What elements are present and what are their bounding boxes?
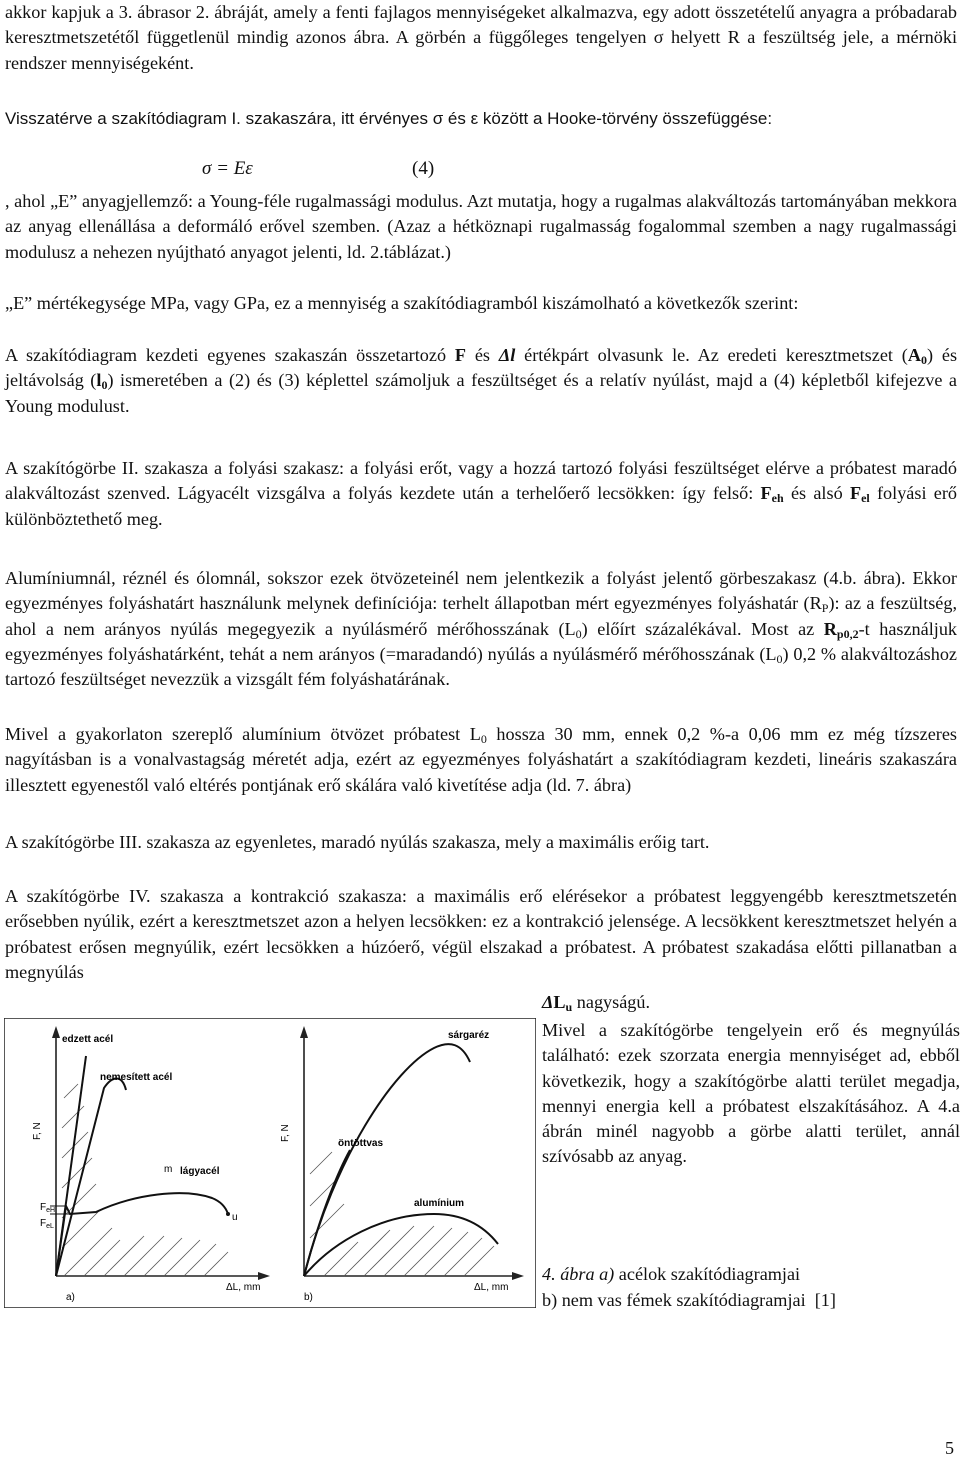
paragraph-intro: akkor kapjuk a 3. ábrasor 2. ábráját, amely a fenti fajlagos mennyiségeket alkalmazva, egy adott összetételű anyagra a próbadarab keresztmetszetétől függetlenül mindig azonos ábra. A görbén a függőleges tengelyen σ helyett R a feszültség jele, a mérnöki rendszer mennyiségeként. [5, 2, 957, 73]
x-axis-label-a: ΔL, mm [226, 1282, 261, 1293]
page-number: 5 [945, 1438, 954, 1458]
label-tempered-steel: nemesített acél [100, 1072, 173, 1083]
label-cast-iron: öntöttvas [338, 1138, 383, 1149]
panel-label-a: a) [66, 1292, 75, 1303]
label-aluminium: alumínium [414, 1198, 465, 1209]
figure-caption-line1: 4. ábra a) acélok szakítódiagramjai [542, 1264, 801, 1284]
delta-lu-line: $\Delta L_u$ nagyságú. [542, 992, 651, 1014]
paragraph-hooke-intro: Visszatérve a szakítódiagram I. szakaszára, itt érvényes σ és ε között a Hooke-törvény összefüggése: [5, 109, 773, 128]
label-brass: sárgaréz [448, 1030, 490, 1041]
label-point-m: m [164, 1164, 173, 1175]
label-point-u: u [232, 1212, 238, 1223]
figure-caption-line2: b) nem vas fémek szakítódiagramjai [1] [542, 1290, 836, 1310]
y-axis-label-a: F, N [32, 1122, 43, 1140]
paragraph-stage-3: A szakítógörbe III. szakasza az egyenletes, maradó nyúlás szakasza, mely a maximális erőig tart. [5, 832, 710, 852]
paragraph-energy: Mivel a szakítógörbe tengelyein erő és megnyúlás található: ezek szorzata energia mennyiséget ad, ebből következik, hogy a szakítógörbe alatti terület megadja, mennyi energia kell a próbatest elszakításához. A 4.a ábrán minél nagyobb a görbe alatti terület, annál szívósabb az anyag. [542, 1020, 960, 1167]
label-feh: $F_{eH}$ [40, 1202, 56, 1214]
panel-label-b: b) [304, 1292, 313, 1303]
paragraph-stage-4: A szakítógörbe IV. szakasza a kontrakció szakasza: a maximális erő elérésekor a próbatest leggyengébb keresztmetszetén erősebben nyúlik, ezért a keresztmetszet azon a helyen lecsökken: ez a kontrakció jelensége. A lecsökkent keresztmetszet helyén a próbatest erősen megnyúlik, ezért lecsökken a húzóerő, végül elszakad a próbatest. A próbatest szakadása előtti pillanatban a megnyúlás [5, 886, 957, 982]
label-hardened-steel: edzett acél [62, 1034, 114, 1045]
paragraph-stage-2: A szakítógörbe II. szakasza a folyási szakasz: a folyási erőt, vagy a hozzá tartozó folyási feszültséget elérve a próbatest maradó alakváltozást szenved. Lágyacélt vizsgálva a folyás kezdete után a terhelőerő lecsökken: így felső: $F_{eh}$ és alsó $F_{el}$ folyási erő különböztethető meg. [5, 458, 957, 529]
paragraph-young-modulus: , ahol „E” anyagjellemző: a Young-féle rugalmassági modulus. Azt mutatja, hogy a rugalmas alakváltozás tartományában mekkora az anyag ellenállása a deformáló erővel szemben. (Azaz a hétköznapi rugalmasság fogalommal szemben a nagy rugalmassági modulusz a nehezen nyújtható anyagot jelenti, ld. 2.táblázat.) [5, 191, 957, 262]
x-axis-label-b: ΔL, mm [474, 1282, 509, 1293]
formula-number: (4) [412, 158, 435, 179]
paragraph-practice: Mivel a gyakorlaton szereplő alumínium ötvözet próbatest $L_0$ hossza 30 mm, ennek 0,2 %-a 0,06 mm ez még tízszeres nagyításban is a vonalvastagság méretét adja, ezért az egyezményes folyáshatárt a szakítódiagram kezdeti, lineáris szakaszára illesztett egyenestől való eltérés pontjának erő skálára való kivetítése adja (ld. 7. ábra) [5, 724, 957, 795]
paragraph-unit: „E” mértékegysége MPa, vagy GPa, ez a mennyiség a szakítódiagramból kiszámolható a következők szerint: [5, 293, 799, 313]
y-axis-label-b: F, N [280, 1124, 291, 1142]
label-mild-steel: lágyacél [180, 1166, 220, 1177]
hooke-formula: σ = Eε [202, 158, 253, 179]
label-fel: $F_{eL}$ [40, 1218, 54, 1230]
tensile-diagram-figure [4, 1018, 536, 1308]
paragraph-aluminium: Alumíniumnál, réznél és ólomnál, sokszor ezek ötvözeteinél nem jelentkezik a folyást jelentő görbeszakasz (4.b. ábra). Ekkor egyezményes folyáshatárt használunk melynek definíciója: terhelt állapotban mért egyezményes folyáshatár $(R_P)$: az a feszültség, ahol a nem arányos nyúlás megegyezik a nyúlásmérő mérőhosszának $(L_0)$ előírt százalékával. Most az $R_{p0,2}-t$ használjuk egyezményes folyáshatárként, tehát a nem arányos (=maradandó) nyúlás a nyúlásmérő mérőhosszának $(L_0)$ 0,2 % alakváltozáshoz tartozó feszültséget nevezzük a vizsgált fém folyáshatárának. [5, 568, 958, 690]
paragraph-calculation: A szakítódiagram kezdeti egyenes szakaszán összetartozó F és Δl értékpárt olvasunk le. Az eredeti keresztmetszet $(A_0)$ és jeltávolság $(l_0)$ ismeretében a (2) és (3) képlettel számoljuk a feszültséget és a relatív nyúlást, majd a (4) képletből kifejezve a Young modulust. [5, 345, 958, 416]
